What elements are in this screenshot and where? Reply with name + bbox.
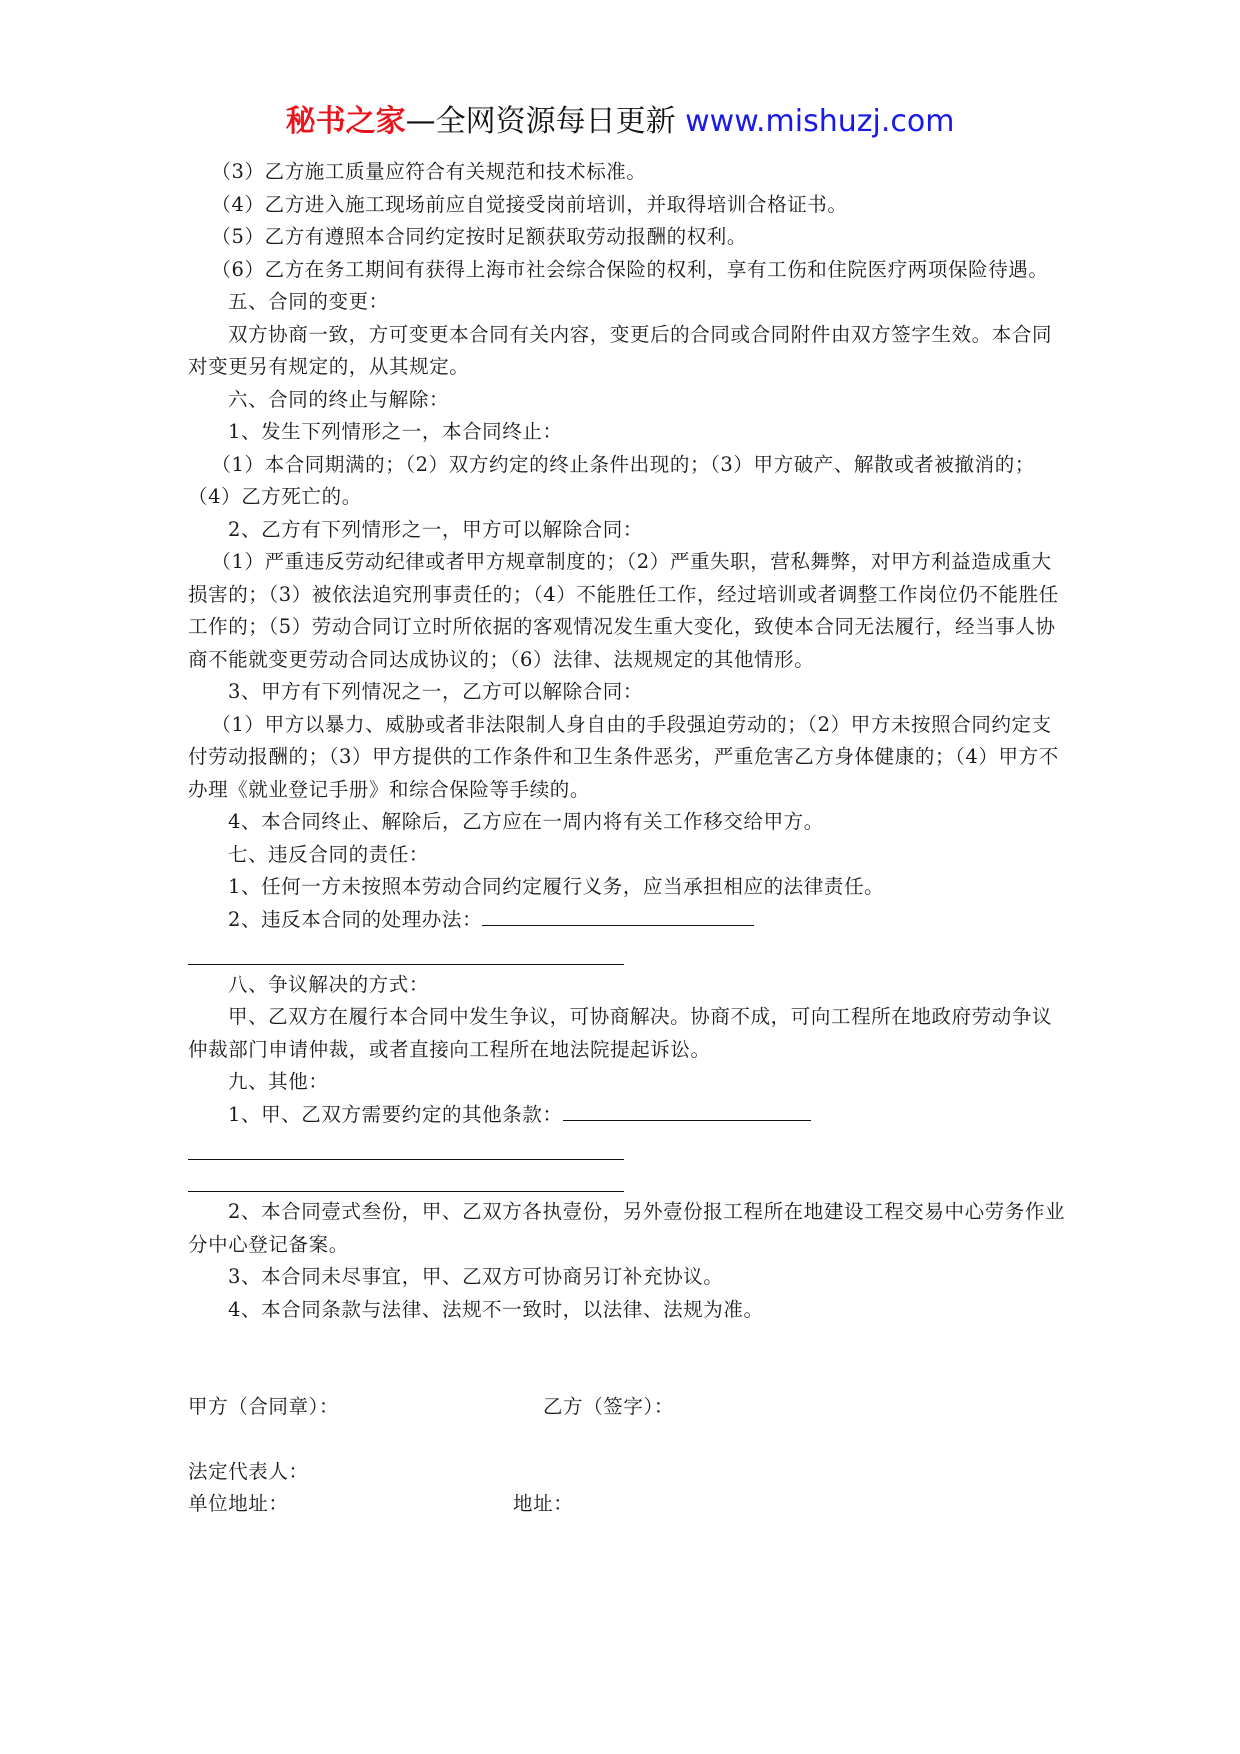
fill-in-blank-line xyxy=(563,1099,811,1120)
contract-body xyxy=(188,156,1068,1521)
fill-in-blank-line xyxy=(188,1131,1068,1164)
site-banner xyxy=(0,102,1240,142)
party-b-sign-label: 乙方（签字）： xyxy=(543,1395,674,1418)
section-5-title: 五、合同的变更： xyxy=(227,290,389,313)
clause-6-4: 4、本合同终止、解除后，乙方应在一周内将有关工作移交给甲方。 xyxy=(227,810,824,833)
section-8-title: 八、争议解决的方式： xyxy=(227,972,429,996)
clause-4-6: （6）乙方在务工期间有获得上海市社会综合保险的权利，享有工伤和住院医疗两项保险待遇。 xyxy=(211,257,1049,281)
fill-in-blank-line xyxy=(188,1164,1068,1197)
party-a-seal-label: 甲方（合同章）： xyxy=(188,1395,340,1418)
clause-6-1: 1、发生下列情形之一，本合同终止： xyxy=(227,420,563,443)
clause-7-2 xyxy=(188,904,1068,937)
clause-9-3: 3、本合同未尽事宜，甲、乙双方可协商另订补充协议。 xyxy=(227,1265,724,1288)
address-row xyxy=(188,1488,1068,1521)
clause-6-1-body: （1）本合同期满的；（2）双方约定的终止条件出现的；（3）甲方破产、解散或者被撤消的；（4）乙方死亡的。 xyxy=(188,452,1035,508)
clause-9-2: 2、本合同壹式叁份，甲、乙双方各执壹份，另外壹份报工程所在地建设工程交易中心劳务作业分中心登记备案。 xyxy=(188,1200,1066,1256)
unit-address-label: 单位地址： xyxy=(188,1492,289,1515)
clause-6-2: 2、乙方有下列情形之一，甲方可以解除合同： xyxy=(227,517,643,541)
clause-7-2-label: 2、违反本合同的处理办法： xyxy=(227,907,483,931)
section-6-title: 六、合同的终止与解除： xyxy=(227,387,450,411)
clause-6-3: 3、甲方有下列情况之一，乙方可以解除合同： xyxy=(227,680,643,703)
clause-9-1-label: 1、甲、乙双方需要约定的其他条款： xyxy=(227,1102,563,1126)
clause-9-4: 4、本合同条款与法律、法规不一致时，以法律、法规为准。 xyxy=(227,1297,764,1321)
clause-4-5: （5）乙方有遵照本合同约定按时足额获取劳动报酬的权利。 xyxy=(211,225,747,248)
site-url-link[interactable]: www.mishuzj.com xyxy=(685,104,955,139)
clause-4-4: （4）乙方进入施工现场前应自觉接受岗前培训，并取得培训合格证书。 xyxy=(211,192,848,216)
legal-rep-label: 法定代表人： xyxy=(188,1459,309,1483)
fill-in-blank-line xyxy=(482,904,754,925)
clause-9-1 xyxy=(188,1099,1068,1132)
clause-4-3: （3）乙方施工质量应符合有关规范和技术标准。 xyxy=(211,160,647,183)
fill-in-blank-line xyxy=(188,936,1068,969)
address-label: 地址： xyxy=(513,1492,574,1515)
clause-7-1: 1、任何一方未按照本劳动合同约定履行义务，应当承担相应的法律责任。 xyxy=(227,875,885,898)
signature-row xyxy=(188,1391,1068,1424)
section-9-title: 九、其他： xyxy=(227,1070,329,1093)
section-5-body: 双方协商一致，方可变更本合同有关内容，变更后的合同或合同附件由双方签字生效。本合同对变更另有规定的，从其规定。 xyxy=(188,322,1053,378)
brand-name: 秘书之家 xyxy=(285,104,406,139)
clause-6-3-body: （1）甲方以暴力、威胁或者非法限制人身自由的手段强迫劳动的；（2）甲方未按照合同约定支付劳动报酬的；（3）甲方提供的工作条件和卫生条件恶劣，严重危害乙方身体健康的；（4）甲方不办理《就业登记手册》和综合保险等手续的。 xyxy=(188,712,1059,801)
section-7-title: 七、违反合同的责任： xyxy=(227,842,429,866)
section-8-body: 甲、乙双方在履行本合同中发生争议，可协商解决。协商不成，可向工程所在地政府劳动争议仲裁部门申请仲裁，或者直接向工程所在地法院提起诉讼。 xyxy=(188,1005,1053,1061)
clause-6-2-body: （1）严重违反劳动纪律或者甲方规章制度的；（2）严重失职，营私舞弊，对甲方利益造成重大损害的；（3）被依法追究刑事责任的；（4）不能胜任工作，经过培训或者调整工作岗位仍不能胜任工作的；（5）劳动合同订立时所依据的客观情况发生重大变化，致使本合同无法履行，经当事人协商不能就变更劳动合同达成协议的；（6）法律、法规规定的其他情形。 xyxy=(188,550,1059,671)
banner-tagline: —全网资源每日更新 xyxy=(405,104,676,139)
